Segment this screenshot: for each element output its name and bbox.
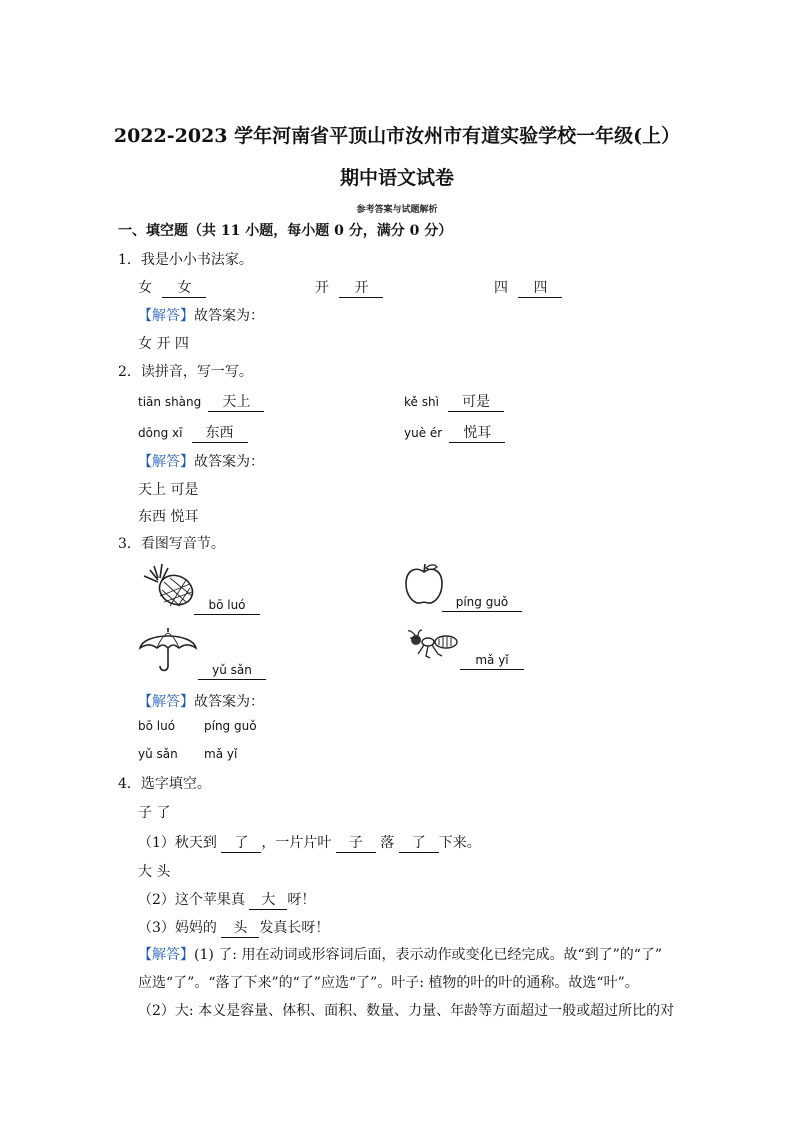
q4-blank-1: 了 <box>221 835 261 853</box>
q3-answer-line-1-b: píng guǒ <box>204 719 257 733</box>
question-4-prompt: 4．选字填空。 <box>118 776 211 792</box>
q2-answer-3: 东西 <box>192 425 248 443</box>
page-title: 2022-2023 学年河南省平顶山市汝州市有道实验学校一年级(上） <box>113 125 681 147</box>
q3-answer-3: yǔ sǎn <box>198 662 266 680</box>
umbrella-icon <box>138 626 198 674</box>
q1-answer-line: 女 开 四 <box>138 336 189 352</box>
q3-answer-4: mǎ yǐ <box>460 652 524 670</box>
q1-answer-3: 四 <box>518 280 562 298</box>
q2-item-2: kě shì 可是 <box>404 391 504 412</box>
q3-answer-line-1-a: bō luó <box>138 719 176 733</box>
q4-sentence-2: （2）这个苹果真 大 呀！ <box>138 892 316 908</box>
section-heading: 一、填空题（共 11 小题，每小题 0 分，满分 0 分） <box>118 223 453 239</box>
q2-item-1: tiān shàng 天上 <box>138 391 264 412</box>
q2-answer-1: 天上 <box>208 394 264 412</box>
page-subtitle: 参考答案与试题解析 <box>356 205 438 215</box>
q1-answer-2: 开 <box>339 280 383 298</box>
q1-answer-1: 女 <box>162 280 206 298</box>
q2-answer-2: 可是 <box>448 394 504 412</box>
q2-answer-line-2: 东西 悦耳 <box>138 509 199 525</box>
q1-item-2: 开 开 <box>315 277 383 298</box>
q3-answer-line-2-a: yǔ sǎn <box>138 747 178 761</box>
q4-choices-2: 大 头 <box>138 864 171 880</box>
q4-blank-3: 了 <box>399 835 439 853</box>
q4-explanation-2: 应选“了”。“落了下来”的“了”应选“了”。叶子: 植物的叶的叶的通称。故选“叶”。 <box>138 975 639 991</box>
q4-blank-5: 头 <box>221 920 259 938</box>
q3-answer-2: píng guǒ <box>442 594 522 612</box>
q4-sentence-1: （1）秋天到 了 ，一片片叶 子 落 了 下来。 <box>138 835 481 851</box>
q4-explanation-3: （2）大: 本义是容量、体积、面积、数量、力量、年龄等方面超过一般或超过所比的对 <box>138 1003 675 1019</box>
q4-sentence-3: （3）妈妈的 头 发真长呀！ <box>138 920 330 936</box>
answer-label: 【解答】故答案为： <box>138 454 264 470</box>
page-title-line2: 期中语文试卷 <box>339 167 454 189</box>
q3-answer-1: bō luó <box>194 597 260 615</box>
question-1-prompt: 1．我是小小书法家。 <box>118 252 253 268</box>
q4-blank-2: 子 <box>336 835 376 853</box>
question-3-prompt: 3．看图写音节。 <box>118 536 225 552</box>
q4-explanation-1: 【解答】(1) 了: 用在动词或形容词后面，表示动作或变化已经完成。故“到了”的“了” <box>138 947 663 963</box>
q2-item-4: yuè ér 悦耳 <box>404 422 505 443</box>
q1-item-1: 女 女 <box>138 277 206 298</box>
q2-answer-4: 悦耳 <box>449 425 505 443</box>
q4-blank-4: 大 <box>249 892 287 910</box>
answer-label: 【解答】故答案为： <box>138 694 264 710</box>
q3-answer-line-2-b: mǎ yǐ <box>204 747 238 761</box>
ant-icon <box>406 628 460 662</box>
q4-choices-1: 子 了 <box>138 805 171 821</box>
question-2-prompt: 2．读拼音，写一写。 <box>118 364 253 380</box>
answer-label: 【解答】故答案为： <box>138 308 264 324</box>
q2-item-3: dōng xī 东西 <box>138 422 248 443</box>
q2-answer-line-1: 天上 可是 <box>138 482 199 498</box>
q1-item-3: 四 四 <box>494 277 562 298</box>
apple-icon <box>404 562 444 606</box>
pineapple-icon <box>140 562 198 610</box>
